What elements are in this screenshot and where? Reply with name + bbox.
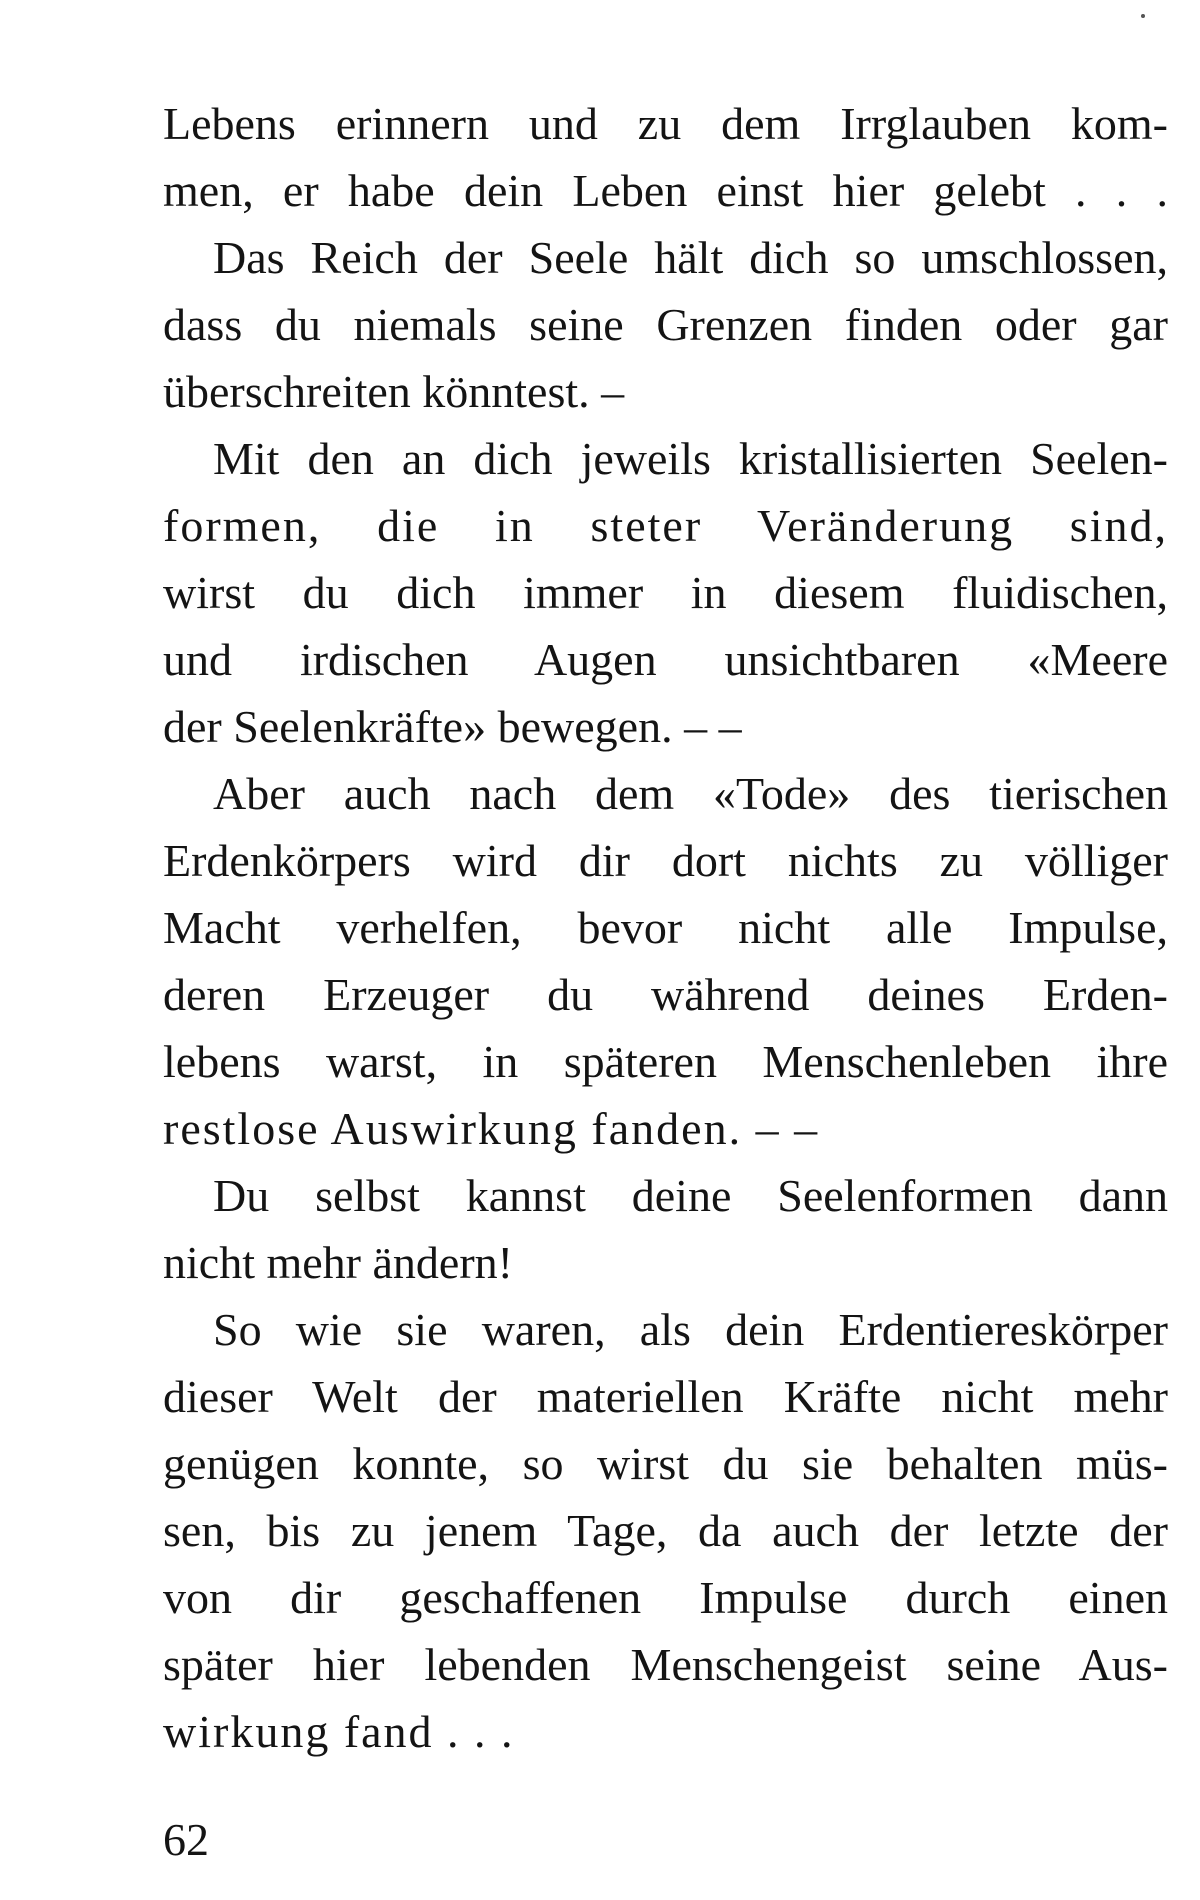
text-line: wirkung fand . . . — [163, 1706, 515, 1757]
body-text — [163, 90, 1168, 1765]
text-line: sen, bis zu jenem Tage, da auch der letzte der — [163, 1505, 1168, 1556]
text-line: Mit den an dich jeweils kristallisierten Seelen- — [213, 433, 1168, 484]
text-line: deren Erzeuger du während deines Erden- — [163, 969, 1168, 1020]
text-line: Macht verhelfen, bevor nicht alle Impulse, — [163, 902, 1168, 953]
text-line: Aber auch nach dem «Tode» des tierischen — [213, 768, 1168, 819]
text-line: Das Reich der Seele hält dich so umschlossen, — [213, 232, 1168, 283]
text-line: dass du niemals seine Grenzen finden oder gar — [163, 299, 1168, 350]
text-line: der Seelenkräfte» bewegen. – – — [163, 701, 742, 752]
text-line: und irdischen Augen unsichtbaren «Meere — [163, 634, 1168, 685]
text-line: nicht mehr ändern! — [163, 1237, 513, 1288]
text-line: von dir geschaffenen Impulse durch einen — [163, 1572, 1168, 1623]
text-line: Lebens erinnern und zu dem Irrglauben kom- — [163, 98, 1168, 149]
text-line: genügen konnte, so wirst du sie behalten müs- — [163, 1438, 1168, 1489]
text-line: lebens warst, in späteren Menschenleben ihre — [163, 1036, 1168, 1087]
text-line: später hier lebenden Menschengeist seine Aus- — [163, 1639, 1168, 1690]
text-line: überschreiten könntest. – — [163, 366, 625, 417]
text-line: dieser Welt der materiellen Kräfte nicht mehr — [163, 1371, 1168, 1422]
text-line: wirst du dich immer in diesem fluidischen, — [163, 567, 1168, 618]
page-number: 62 — [163, 1814, 209, 1865]
text-line: restlose Auswirkung fanden. – – — [163, 1103, 820, 1154]
text-line: men, er habe dein Leben einst hier gelebt . . . — [163, 165, 1168, 216]
text-line: Du selbst kannst deine Seelenformen dann — [213, 1170, 1168, 1221]
corner-speck — [1141, 14, 1145, 18]
text-line: Erdenkörpers wird dir dort nichts zu völliger — [163, 835, 1168, 886]
text-line: So wie sie waren, als dein Erdentiereskörper — [213, 1304, 1168, 1355]
text-line: formen, die in steter Veränderung sind, — [163, 500, 1168, 551]
